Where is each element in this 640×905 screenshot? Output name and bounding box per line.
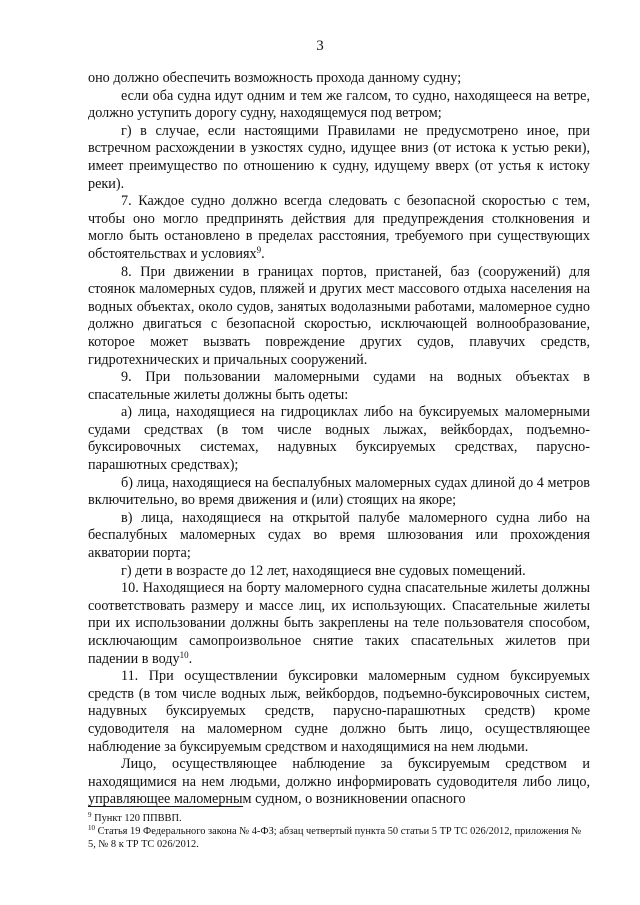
paragraph: 8. При движении в границах портов, пристаней, баз (сооружений) для стоянок маломерных судов, пляжей и других мест массового отдыха населения на водных объектах, около судов, занятых водолазными работами, маломерное судно должно двигаться с безопасной скоростью, исключающей волнообразование, которое может вызвать повреждение других судов, плавучих средств, гидротехнических и причальных сооружений. xyxy=(88,263,590,368)
paragraph: оно должно обеспечить возможность прохода данному судну; xyxy=(88,70,462,86)
paragraph: Лицо, осуществляющее наблюдение за буксируемым средством и находящимися на нем людьми, должно информировать судоводителя либо лицо, управляющее маломерным судном, о возникновении опасного xyxy=(88,756,590,808)
footnote: $^9$ Пункт 120 ППВВП. xyxy=(88,811,182,824)
footnote-ref[interactable]: 9 xyxy=(256,244,262,255)
paragraph: г) дети в возрасте до 12 лет, находящиеся вне судовых помещений. xyxy=(121,562,526,579)
paragraph: 11. При осуществлении буксировки маломерным судном буксируемых средств (в том числе водных лыж, вейкбордов, подъемно-буксировочных систем, надувных буксируемых средств, парусно-парашютных средств) кроме судоводителя на маломерном судне должно быть лицо, осуществляющее наблюдение за буксируемым средством и находящимися на нем людьми. xyxy=(88,668,590,755)
footnote-divider xyxy=(88,806,243,807)
paragraph: 7. Каждое судно должно всегда следовать с безопасной скоростью с тем, чтобы оно могло предпринять действия для предупреждения столкновения и могло быть остановлено в пределах расстояния, требуемого при существующих обстоятельствах и условиях$^9$. xyxy=(88,193,590,262)
paragraph: б) лица, находящиеся на беспалубных маломерных судах длиной до 4 метров включительно, во время движения и (или) стоящих на якоре; xyxy=(88,474,590,509)
paragraph: если оба судна идут одним и тем же галсом, то судно, находящееся на ветре, должно уступить дорогу судну, находящемуся под ветром; xyxy=(88,87,590,122)
document-body xyxy=(88,70,590,809)
footnote-ref[interactable]: 10 xyxy=(179,649,189,660)
paragraph: 9. При пользовании маломерными судами на водных объектах в спасательные жилеты должны быть одеты: xyxy=(88,369,590,403)
paragraph: в) лица, находящиеся на открытой палубе маломерного судна либо на беспалубных маломерных судах во время шлюзования или прохождения акватории порта; xyxy=(88,509,590,562)
footnote: $^{10}$ Статья 19 Федерального закона № 4-ФЗ; абзац четвертый пункта 50 статьи 5 ТР ТС 026/2012, приложения № 5, № 8 к ТР ТС 026/2012. xyxy=(88,824,582,850)
footnote-mark: 9 xyxy=(88,811,92,819)
footnotes xyxy=(88,812,590,851)
paragraph: а) лица, находящиеся на гидроциклах либо на буксируемых маломерными судами средствах (в том числе водных лыжах, вейкбордах, подъемно-буксировочных системах, надувных буксируемых средствах, парусно-парашютных средствах); xyxy=(88,404,590,474)
paragraph: 10. Находящиеся на борту маломерного судна спасательные жилеты должны соответствовать размеру и массе лиц, их использующих. Спасательные жилеты при их использовании должны быть закреплены на теле пользователя способом, исключающим самопроизвольное снятие таких спасательных жилетов при падении в воду$^{10}$. xyxy=(88,580,590,667)
paragraph: г) в случае, если настоящими Правилами не предусмотрено иное, при встречном расхождении в узкостях судно, идущее вниз (от истока к устью реки), имеет преимущество по отношению к судну, идущему вверх (от устья к истоку реки). xyxy=(88,122,590,192)
footnote-mark: 10 xyxy=(88,824,95,832)
page-number: 3 xyxy=(316,38,324,54)
